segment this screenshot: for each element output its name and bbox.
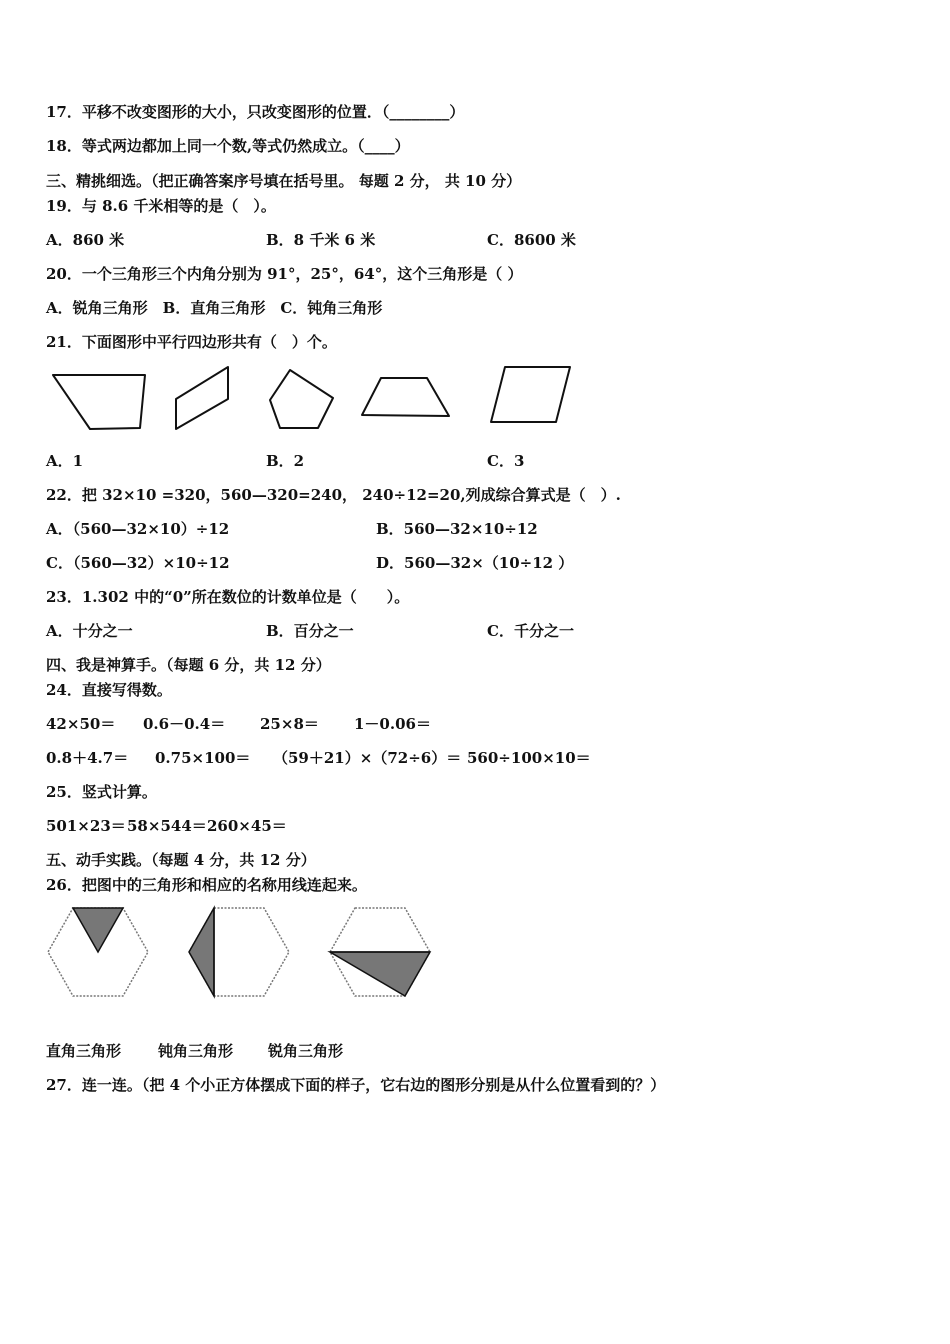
question-22-option-a: A．（560—32×10）÷12 bbox=[46, 520, 230, 538]
triangle-name-label: 直角三角形 bbox=[46, 1042, 122, 1060]
question-21-option-a: A．1 bbox=[46, 452, 84, 470]
triangle-name-label: 锐角三角形 bbox=[268, 1042, 344, 1060]
question-20-options: A．锐角三角形 B．直角三角形 C．钝角三角形 bbox=[46, 299, 383, 317]
question-23-option-a: A．十分之一 bbox=[46, 622, 133, 640]
shaded-triangle-2 bbox=[189, 908, 214, 996]
question-23-option-b: B．百分之一 bbox=[266, 622, 354, 640]
calc-item: 560÷100×10＝ bbox=[467, 749, 591, 767]
hexagon-2 bbox=[189, 908, 289, 996]
question-22-option-c: C．（560—32）×10÷12 bbox=[46, 554, 230, 572]
vertical-calc-item: 58×544＝ bbox=[127, 817, 207, 835]
section-3-heading: 三、精挑细选。（把正确答案序号填在括号里。 每题 2 分， 共 10 分） bbox=[46, 172, 522, 190]
question-22-option-b: B．560—32×10÷12 bbox=[376, 520, 538, 538]
question-21-option-b: B．2 bbox=[266, 452, 305, 470]
question-20-stem: 20．一个三角形三个内角分别为 91°，25°，64°，这个三角形是（ ） bbox=[46, 265, 523, 283]
question-26-stem: 26．把图中的三角形和相应的名称用线连起来。 bbox=[46, 876, 367, 894]
question-17: 17．平移不改变图形的大小，只改变图形的位置．（________） bbox=[46, 103, 465, 121]
question-23-stem: 23．1.302 中的“0”所在数位的计数单位是（ ）。 bbox=[46, 588, 410, 606]
calc-item: （59＋21）×（72÷6）＝ bbox=[273, 749, 462, 767]
question-21-option-c: C．3 bbox=[487, 452, 525, 470]
section-5-heading: 五、动手实践。（每题 4 分，共 12 分） bbox=[46, 851, 316, 869]
question-19-option-c: C．8600 米 bbox=[487, 231, 576, 249]
calc-item: 25×8＝ bbox=[260, 715, 319, 733]
calc-item: 1－0.06＝ bbox=[354, 715, 431, 733]
question-19-stem: 19．与 8.6 千米相等的是（ ）。 bbox=[46, 197, 276, 215]
question-19-option-b: B．8 千米 6 米 bbox=[266, 231, 376, 249]
question-18: 18．等式两边都加上同一个数,等式仍然成立。（____） bbox=[46, 137, 410, 155]
section-4-heading: 四、我是神算手。（每题 6 分，共 12 分） bbox=[46, 656, 331, 674]
question-25-stem: 25．竖式计算。 bbox=[46, 783, 157, 801]
question-21-stem: 21．下面图形中平行四边形共有（ ）个。 bbox=[46, 333, 337, 351]
hexagon-3 bbox=[330, 908, 430, 996]
calc-item: 0.8＋4.7＝ bbox=[46, 749, 129, 767]
triangle-name-label: 钝角三角形 bbox=[158, 1042, 234, 1060]
question-23-option-c: C．千分之一 bbox=[487, 622, 574, 640]
question-22-stem: 22．把 32×10 =320，560—320=240， 240÷12=20,列成综合算式是（ ）. bbox=[46, 486, 621, 504]
question-22-option-d: D．560—32×（10÷12 ） bbox=[376, 554, 574, 572]
vertical-calc-item: 260×45＝ bbox=[207, 817, 287, 835]
calc-item: 0.6－0.4＝ bbox=[143, 715, 226, 733]
calc-item: 42×50＝ bbox=[46, 715, 116, 733]
question-27: 27．连一连。（把 4 个小正方体摆成下面的样子，它右边的图形分别是从什么位置看到的？） bbox=[46, 1076, 666, 1094]
vertical-calc-item: 501×23＝ bbox=[46, 817, 126, 835]
question-19-option-a: A．860 米 bbox=[46, 231, 125, 249]
calc-item: 0.75×100＝ bbox=[155, 749, 251, 767]
shaded-triangle-3 bbox=[330, 952, 430, 996]
hexagon-1 bbox=[48, 908, 148, 996]
shaded-triangle-1 bbox=[73, 908, 123, 952]
question-24-stem: 24．直接写得数。 bbox=[46, 681, 172, 699]
